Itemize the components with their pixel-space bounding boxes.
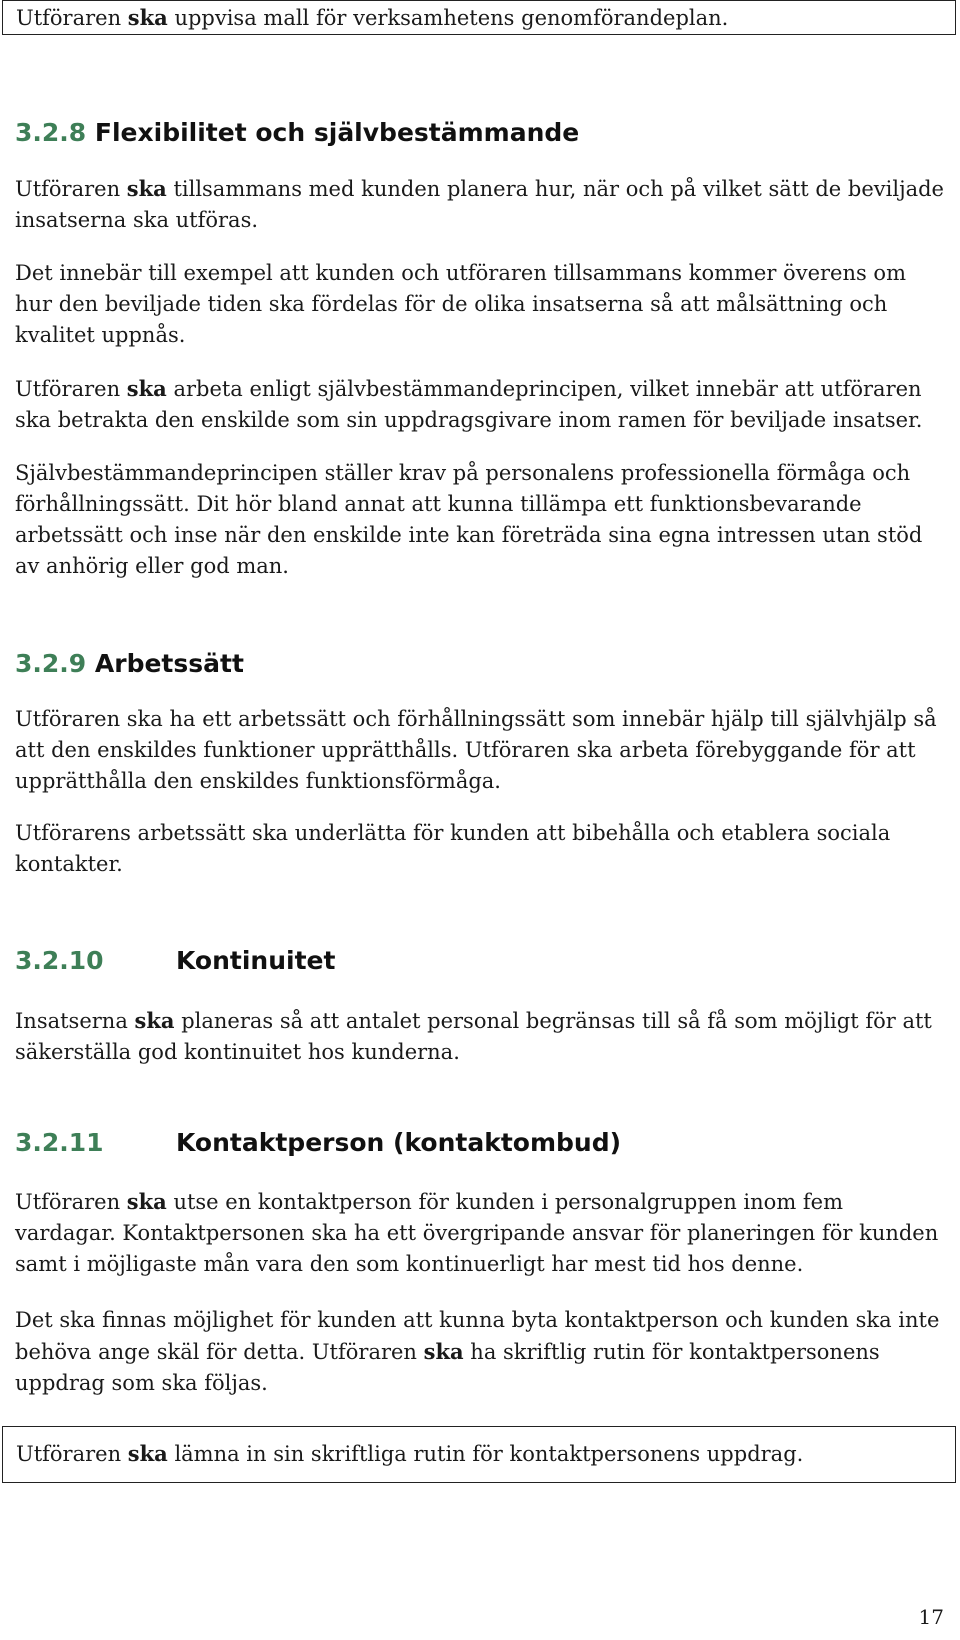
- text-span: uppvisa mall för verksamhetens genomförandeplan.: [167, 6, 729, 30]
- paragraph: [15, 1005, 945, 1068]
- section-heading-3-2-9: [15, 648, 244, 680]
- section-number: 3.2.11: [15, 1128, 104, 1157]
- emphasis-ska: ska: [127, 1441, 168, 1466]
- emphasis-ska: ska: [126, 176, 167, 201]
- section-number: 3.2.10: [15, 946, 104, 975]
- page-number: 17: [918, 1605, 944, 1629]
- paragraph: Utföraren ska ha ett arbetssätt och förhållningssätt som innebär hjälp till självhjälp så att den enskildes funktioner upprätthålls. Utföraren ska arbeta förebyggande för att upprätthålla den enskildes funktionsförmåga.: [15, 707, 937, 793]
- text-span: Det ska finnas möjlighet för kunden att kunna byta kontaktperson och kunden ska inte behöva ange skäl för detta. Utföraren: [15, 1308, 940, 1364]
- text-span: arbeta enligt självbestämmandeprincipen, vilket innebär att utföraren ska betrakta den enskilde som sin uppdragsgivare inom ramen för beviljade insatser.: [15, 377, 923, 432]
- section-heading-3-2-11: [15, 1127, 621, 1159]
- text-span: Utföraren: [16, 6, 128, 30]
- emphasis-ska: ska: [423, 1339, 464, 1364]
- section-number: 3.2.9: [15, 649, 87, 678]
- emphasis-ska: ska: [127, 5, 168, 30]
- text-span: Utföraren: [15, 377, 127, 401]
- text-span: Insatserna: [15, 1009, 135, 1033]
- paragraph: [15, 1305, 945, 1399]
- emphasis-ska: ska: [126, 1189, 167, 1214]
- section-title: Kontaktperson (kontaktombud): [176, 1128, 622, 1157]
- text-span: planeras så att antalet personal begränsas till så få som möjligt för att säkerställa god kontinuitet hos kunderna.: [15, 1009, 932, 1064]
- text-span: tillsammans med kunden planera hur, när och på vilket sätt de beviljade insatserna ska utföras.: [15, 177, 944, 232]
- requirement-box-routine: [2, 1426, 956, 1483]
- requirement-box-template: [2, 0, 956, 35]
- text-span: Utföraren: [15, 177, 127, 201]
- paragraph: [15, 173, 945, 236]
- section-title: Flexibilitet och självbestämmande: [94, 118, 580, 147]
- section-number: 3.2.8: [15, 118, 87, 147]
- section-heading-3-2-10: [15, 945, 335, 977]
- text-span: lämna in sin skriftliga rutin för kontaktpersonens uppdrag.: [167, 1442, 804, 1466]
- emphasis-ska: ska: [126, 376, 167, 401]
- text-span: ha skriftlig rutin för kontaktpersonens uppdrag som ska följas.: [15, 1340, 880, 1395]
- section-heading-3-2-8: [15, 117, 579, 149]
- paragraph: Det innebär till exempel att kunden och utföraren tillsammans kommer överens om hur den beviljade tiden ska fördelas för de olika insatserna så att målsättning och kvalitet uppnås.: [15, 261, 906, 347]
- paragraph: [15, 1186, 945, 1280]
- paragraph: Utförarens arbetssätt ska underlätta för kunden att bibehålla och etablera sociala kontakter.: [15, 821, 891, 876]
- paragraph: [15, 373, 945, 436]
- section-title: Arbetssätt: [94, 649, 244, 678]
- paragraph: Självbestämmandeprincipen ställer krav på personalens professionella förmåga och förhållningssätt. Dit hör bland annat att kunna tillämpa ett funktionsbevarande arbetssätt och inse när den enskilde inte kan företräda sina egna intressen utan stöd av anhörig eller god man.: [15, 461, 923, 578]
- section-title: Kontinuitet: [176, 946, 336, 975]
- emphasis-ska: ska: [134, 1008, 175, 1033]
- text-span: Utföraren: [15, 1190, 127, 1214]
- text-span: Utföraren: [16, 1442, 128, 1466]
- text-span: utse en kontaktperson för kunden i personalgruppen inom fem vardagar. Kontaktpersonen ska ha ett övergripande ansvar för planeringen för kunden samt i möjligaste mån vara den som kontinuerligt har mest tid hos denne.: [15, 1190, 939, 1276]
